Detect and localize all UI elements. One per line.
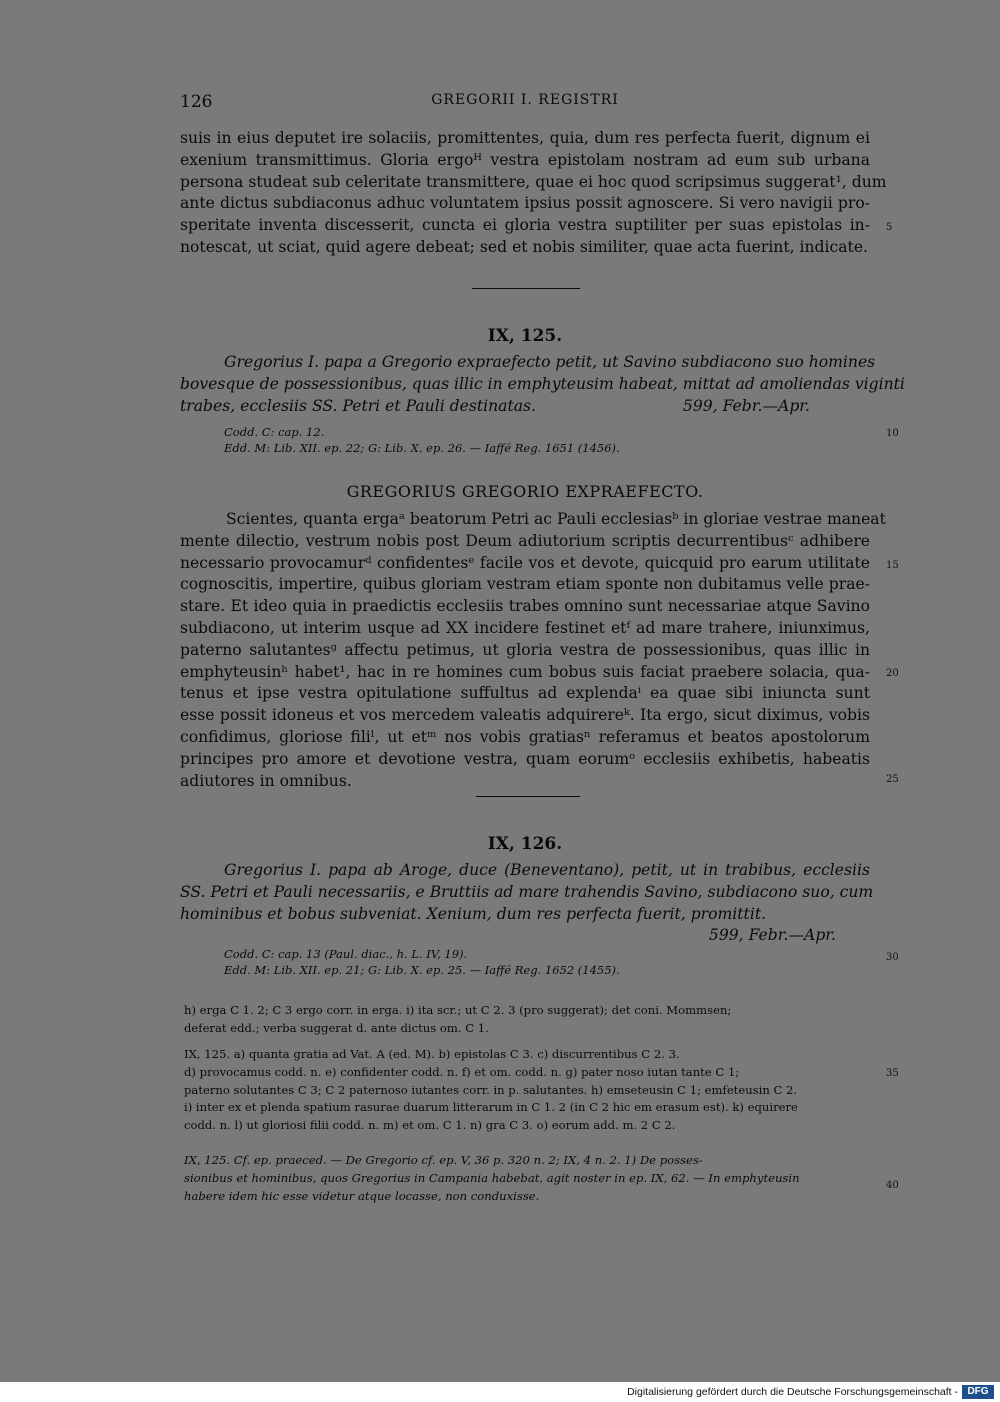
line-number: 20 bbox=[886, 668, 899, 679]
commentary-125 bbox=[184, 1152, 874, 1205]
apparatus-125 bbox=[184, 1046, 874, 1135]
page-header bbox=[180, 90, 870, 116]
letter-date: 599, Febr.—Apr. bbox=[708, 926, 836, 945]
dfg-logo[interactable]: DFG bbox=[962, 1385, 994, 1399]
text-line: principes pro amore et devotione vestra, quam eorumᵒ ecclesiis exhibetis, habeatis bbox=[180, 749, 870, 768]
line-number: 35 bbox=[886, 1068, 899, 1079]
text-line: stare. Et ideo quia in praedictis ecclesiis trabes omnino sunt necessariae atque Savino bbox=[180, 597, 870, 616]
salutation-125: GREGORIUS GREGORIO EXPRAEFECTO. bbox=[346, 482, 704, 501]
regest-line: SS. Petri et Pauli necessariis, e Bruttiis ad mare trahendis Savino, subdiacono suo, cum bbox=[180, 882, 874, 901]
codices-line: Codd. C: cap. 12. bbox=[224, 425, 325, 439]
regest-125 bbox=[180, 352, 905, 417]
line-number: 25 bbox=[886, 774, 899, 785]
line-number: 40 bbox=[886, 1180, 899, 1191]
letter-number-125: IX, 125. bbox=[487, 326, 563, 346]
regest-line: Gregorius I. papa ab Aroge, duce (Beneventano), petit, ut in trabibus, ecclesiis bbox=[224, 861, 870, 879]
text-line: adiutores in omnibus. bbox=[180, 771, 352, 790]
apparatus-line: h) erga C 1. 2; C 3 ergo corr. in erga. i) ita scr.; ut C 2. 3 (pro suggerat); det coni. Mommsen; bbox=[184, 1003, 732, 1017]
text-line: persona studeat sub celeritate transmittere, quae ei hoc quod scripsimus suggerat¹, dum bbox=[180, 172, 887, 191]
letter-date: 599, Febr.—Apr. bbox=[682, 396, 810, 415]
text-line: notescat, ut sciat, quid agere debeat; sed et nobis similiter, quae acta fuerint, indicate. bbox=[180, 237, 869, 256]
text-line: confidimus, gloriose filiˡ, ut etᵐ nos vobis gratiasⁿ referamus et beatos apostolorum bbox=[180, 727, 870, 746]
text-line: mente dilectio, vestrum nobis post Deum adiutorium scriptis decurrentibusᶜ adhibere bbox=[180, 531, 870, 550]
text-line: emphyteusinʰ habet¹, hac in re homines cum bobus suis faciat praebere solacia, qua- bbox=[180, 662, 870, 681]
text-line: esse possit idoneus et vos mercedem valeatis adquirereᵏ. Ita ergo, sicut diximus, vobis bbox=[180, 706, 870, 725]
text-line: exenium transmittimus. Gloria ergoᴴ vestra epistolam nostram ad eum sub urbana bbox=[180, 150, 870, 169]
text-line: subdiacono, ut interim usque ad XX incidere festinet etᶠ ad mare trahere, iniunximus, bbox=[180, 618, 870, 637]
apparatus-line: codd. n. l) ut gloriosi filii codd. n. m) et om. C 1. n) gra C 3. o) eorum add. m. 2 C 2. bbox=[184, 1118, 676, 1133]
text-line: paterno salutantesᵍ affectu petimus, ut gloria vestra de possessionibus, quas illic in bbox=[180, 640, 870, 659]
codices-125 bbox=[224, 424, 864, 456]
footer-bar bbox=[0, 1382, 1000, 1402]
running-title: GREGORII I. REGISTRI bbox=[431, 92, 619, 108]
apparatus-line: IX, 125. a) quanta gratia ad Vat. A (ed. M). b) epistolas C 3. c) discurrentibus C 2. 3. bbox=[184, 1047, 680, 1061]
section-divider bbox=[472, 288, 580, 289]
line-number: 5 bbox=[886, 222, 893, 233]
funding-notice: Digitalisierung gefördert durch die Deutsche Forschungsgemeinschaft - bbox=[627, 1386, 958, 1398]
page-number: 126 bbox=[180, 92, 213, 112]
line-number: 15 bbox=[886, 560, 899, 571]
letter-number-126: IX, 126. bbox=[487, 834, 563, 854]
text-line: cognoscitis, impertire, quibus gloriam vestram etiam sponte non dubitamus velle prae- bbox=[180, 575, 870, 594]
apparatus-line: deferat edd.; verba suggerat d. ante dictus om. C 1. bbox=[184, 1020, 489, 1035]
commentary-line: sionibus et hominibus, quos Gregorius in Campania habebat, agit noster in ep. IX, 62. — In emphyteusin bbox=[184, 1170, 800, 1185]
codices-line: Codd. C: cap. 13 (Paul. diac., h. L. IV, 19). bbox=[224, 947, 468, 961]
regest-line: Gregorius I. papa a Gregorio expraefecto petit, ut Savino subdiacono suo homines bbox=[224, 353, 876, 371]
regest-line-text: trabes, ecclesiis SS. Petri et Pauli destinatas. bbox=[180, 396, 536, 415]
text-line: necessario provocamurᵈ confidentesᵉ facile vos et devote, quicquid pro earum utilitate bbox=[180, 553, 870, 572]
text-line: tenus et ipse vestra opitulatione suffultus ad explendaⁱ ea quae sibi iniuncta sunt bbox=[180, 684, 870, 703]
section-divider bbox=[476, 796, 580, 797]
commentary-line: IX, 125. Cf. ep. praeced. — De Gregorio cf. ep. V, 36 p. 320 n. 2; IX, 4 n. 2. 1) De posses- bbox=[184, 1153, 703, 1167]
previous-letter-ending bbox=[180, 128, 887, 259]
commentary-line: habere idem hic esse videtur atque locasse, non conduxisse. bbox=[184, 1188, 540, 1203]
apparatus-line: paterno solutantes C 3; C 2 paternoso iutantes corr. in p. salutantes. h) emseteusin C 1; emfeteusin C 2. bbox=[184, 1082, 798, 1097]
text-line: speritate inventa discesserit, cuncta ei gloria vestra suptiliter per suas epistolas in- bbox=[180, 216, 870, 235]
regest-line: hominibus et bobus subveniat. Xenium, dum res perfecta fuerit, promittit. bbox=[180, 904, 767, 923]
letter-body-125 bbox=[180, 509, 886, 792]
regest-line bbox=[180, 396, 870, 418]
apparatus-line: d) provocamus codd. n. e) confidenter codd. n. f) et om. codd. n. g) pater noso iutan tante C 1; bbox=[184, 1064, 740, 1079]
text-line: Scientes, quanta ergaᵃ beatorum Petri ac Pauli ecclesiasᵇ in gloriae vestrae maneat bbox=[226, 510, 886, 528]
apparatus-prev bbox=[184, 1002, 874, 1038]
editions-line: Edd. M: Lib. XII. ep. 22; G: Lib. X. ep. 26. — Iaffé Reg. 1651 (1456). bbox=[224, 441, 620, 455]
text-line: ante dictus subdiaconus adhuc voluntatem ipsius possit agnoscere. Si vero navigii pro- bbox=[180, 194, 870, 213]
regest-126 bbox=[180, 860, 874, 947]
codices-126 bbox=[224, 946, 864, 978]
line-number: 10 bbox=[886, 428, 899, 439]
editions-line: Edd. M: Lib. XII. ep. 21; G: Lib. X. ep. 25. — Iaffé Reg. 1652 (1455). bbox=[224, 963, 620, 977]
apparatus-line: i) inter ex et plenda spatium rasurae duarum litterarum in C 1. 2 (in C 2 hic em erasum est). k) equirere bbox=[184, 1100, 798, 1115]
text-line: suis in eius deputet ire solaciis, promittentes, quia, dum res perfecta fuerit, dignum ei bbox=[180, 129, 870, 147]
regest-line: bovesque de possessionibus, quas illic in emphyteusim habeat, mittat ad amoliendas viginti bbox=[180, 374, 905, 393]
line-number: 30 bbox=[886, 952, 899, 963]
